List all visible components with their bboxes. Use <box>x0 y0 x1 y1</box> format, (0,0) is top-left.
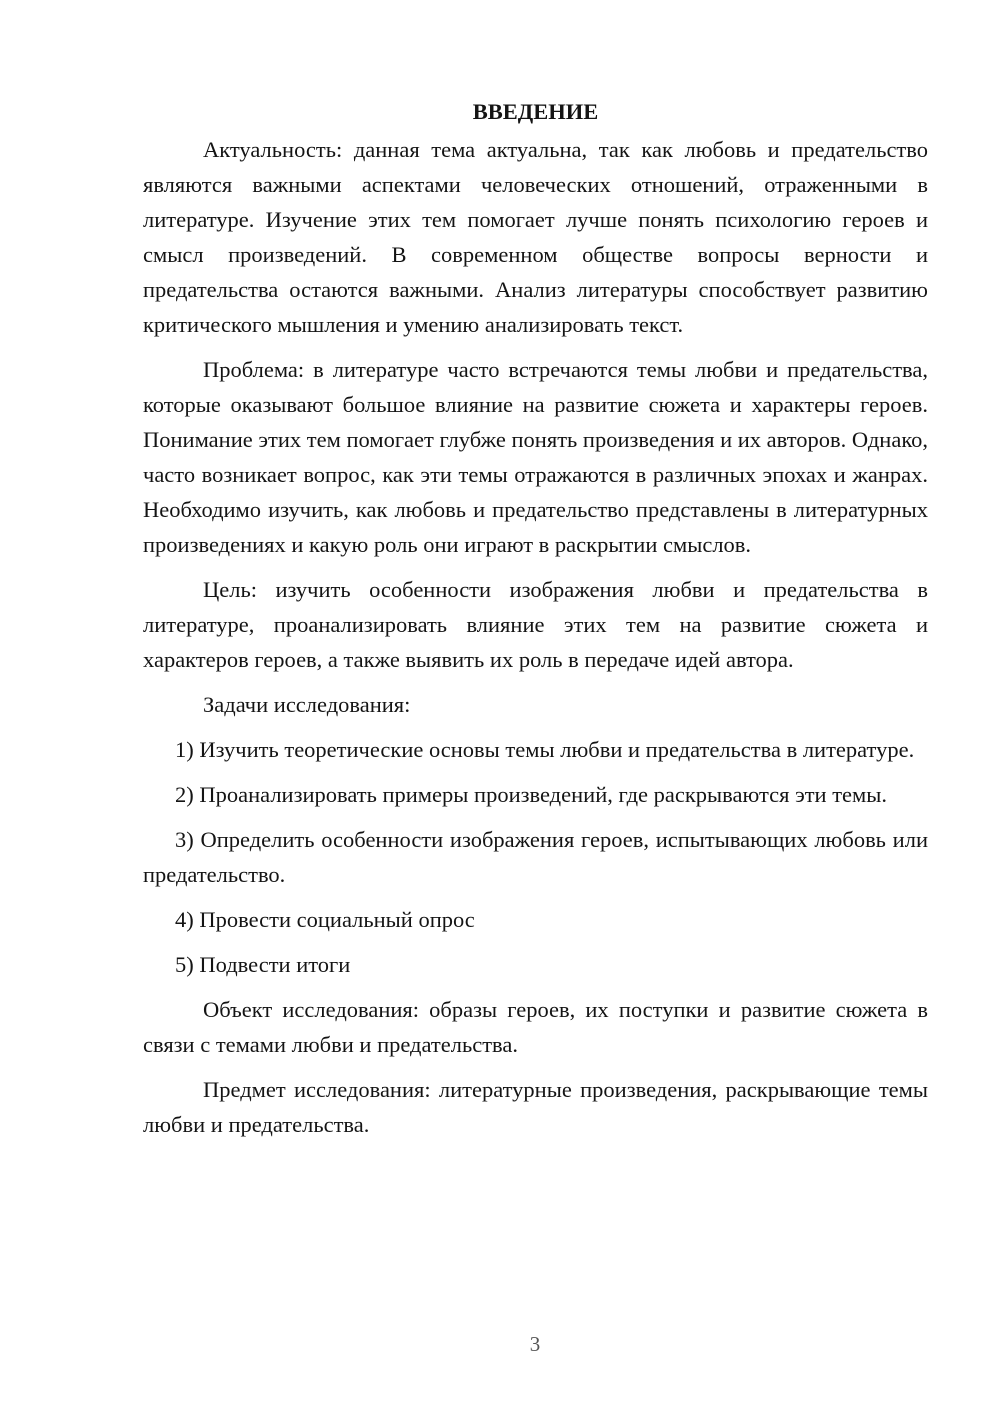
tasks-title: Задачи исследования: <box>203 692 411 717</box>
task-item-4: 4) Провести социальный опрос <box>175 907 475 932</box>
task-item-1: 1) Изучить теоретические основы темы любви и предательства в литературе. <box>175 737 915 762</box>
goal-paragraph: Цель: изучить особенности изображения любви и предательства в литературе, проанализировать влияние этих тем на развитие сюжета и характеров героев, а также выявить их роль в передаче идей автора. <box>143 577 928 672</box>
problem-paragraph: Проблема: в литературе часто встречаются темы любви и предательства, которые оказывают большое влияние на развитие сюжета и характеры героев. Понимание этих тем помогает глубже понять произведения и их авторов. Однако, часто возникает вопрос, как эти темы отражаются в различных эпохах и жанрах. Необходимо изучить, как любовь и предательство представлены в литературных произведениях и какую роль они играют в раскрытии смыслов. <box>143 357 928 557</box>
section-heading: ВВЕДЕНИЕ <box>472 99 599 124</box>
page-content <box>143 96 928 1142</box>
subject-paragraph: Предмет исследования: литературные произведения, раскрывающие темы любви и предательства. <box>143 1077 928 1137</box>
object-paragraph: Объект исследования: образы героев, их поступки и развитие сюжета в связи с темами любви и предательства. <box>143 997 928 1057</box>
page-number: 3 <box>529 1332 541 1356</box>
relevance-paragraph: Актуальность: данная тема актуальна, так как любовь и предательство являются важными аспектами человеческих отношений, отраженными в литературе. Изучение этих тем помогает лучше понять психологию героев и смысл произведений. В современном обществе вопросы верности и предательства остаются важными. Анализ литературы способствует развитию критического мышления и умению анализировать текст. <box>143 137 928 337</box>
task-item-2: 2) Проанализировать примеры произведений, где раскрываются эти темы. <box>175 782 888 807</box>
task-item-5: 5) Подвести итоги <box>175 952 351 977</box>
task-item-3: 3) Определить особенности изображения героев, испытывающих любовь или предательство. <box>143 827 928 887</box>
